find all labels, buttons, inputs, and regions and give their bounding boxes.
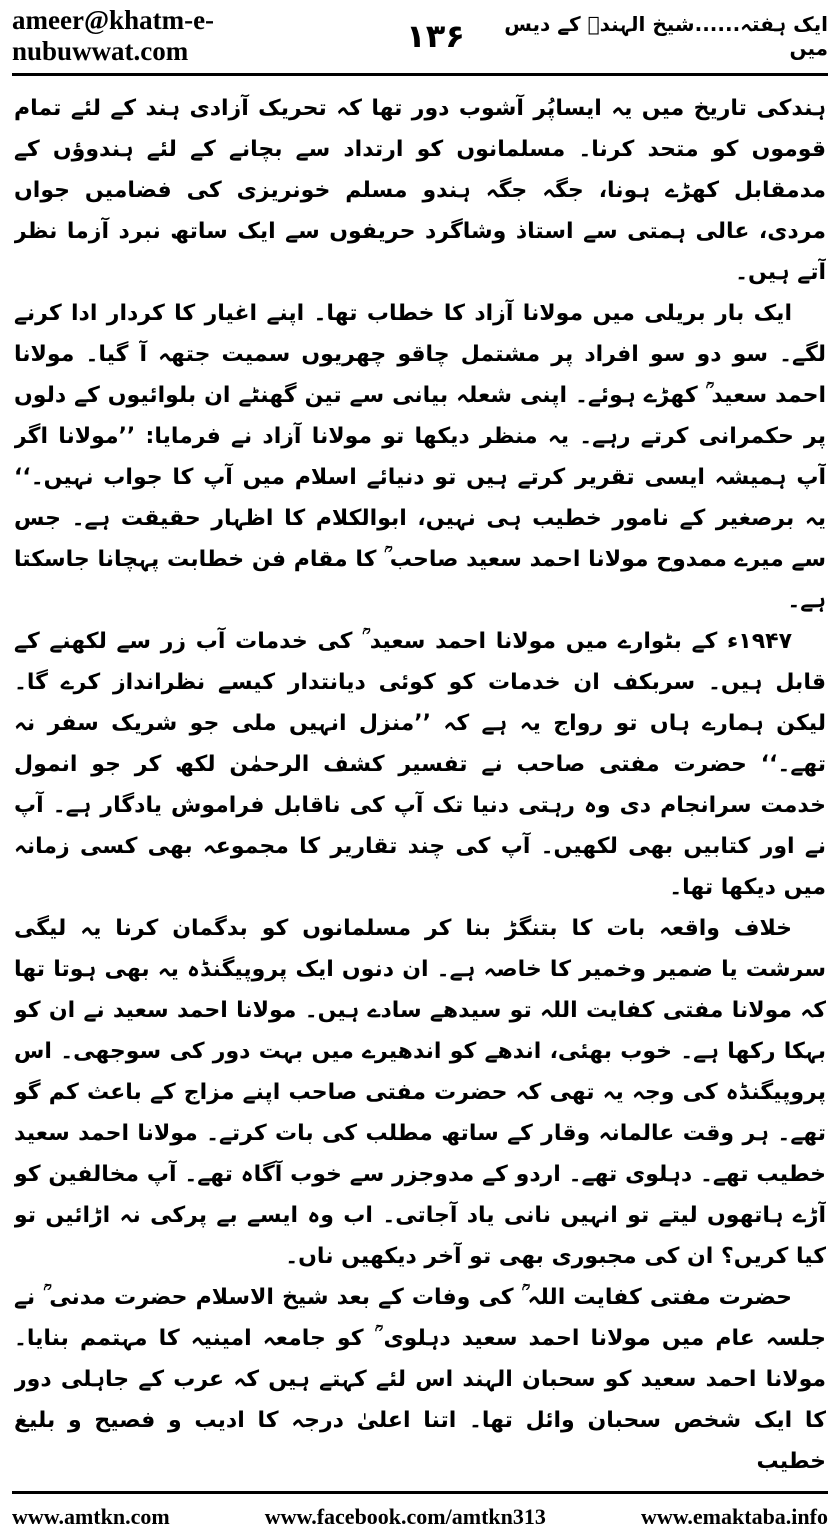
header-email[interactable]: ameer@khatm-e-nubuwwat.com [12,5,215,66]
footer-link-amtkn[interactable]: www.amtkn.com [12,1504,170,1529]
article-body [14,88,826,1480]
paragraph-2: ایک بار بریلی میں مولانا آزاد کا خطاب تھا۔ اپنے اغیار کا کردار ادا کرنے لگے۔ سو دو سو افراد پر مشتمل چاقو چھریوں سمیت جتھہ آ گیا۔ مولانا احمد سعید ؒ کھڑے ہوئے۔ اپنی شعلہ بیانی سے تین گھنٹے ان بلوائیوں کے دلوں پر حکمرانی کرتے رہے۔ یہ منظر دیکھا تو مولانا آزاد نے فرمایا: ’’مولانا اگر آپ ہمیشہ ایسی تقریر کرتے ہیں تو دنیائے اسلام میں آپ کا جواب نہیں۔‘‘ یہ برصغیر کے نامور خطیب ہی نہیں، ابوالکلام کا اظہار حقیقت ہے۔ جس سے میرے ممدوح مولانا احمد سعید صاحب ؒ کا مقام فن خطابت پہچانا جاسکتا ہے۔ [14,301,826,613]
page-footer [12,1500,828,1534]
footer-link-facebook[interactable]: www.facebook.com/amtkn313 [264,1504,546,1529]
header-divider [12,73,828,76]
footer-link-emaktaba[interactable]: www.emaktaba.info [640,1504,828,1529]
page-header [12,0,828,72]
paragraph-5: حضرت مفتی کفایت اللہ ؒ کی وفات کے بعد شیخ الاسلام حضرت مدنی ؒ نے جلسہ عام میں مولانا احمد سعید دہلوی ؒ کو جامعہ امینیہ کا مہتمم بنایا۔ مولانا احمد سعید کو سحبان الہند اس لئے کہتے ہیں کہ عرب کے جاہلی دور کا ایک شخص سحبان وائل تھا۔ اتنا اعلیٰ درجہ کا ادیب و فصیح و بلیغ خطیب [14,1285,826,1474]
paragraph-4: خلاف واقعہ بات کا بتنگڑ بنا کر مسلمانوں کو بدگمان کرنا یہ لیگی سرشت یا ضمیر وخمیر کا خاصہ ہے۔ ان دنوں ایک پروپیگنڈہ یہ بھی ہوتا تھا کہ مولانا مفتی کفایت اللہ تو سیدھے سادے ہیں۔ مولانا احمد سعید نے ان کو بہکا رکھا ہے۔ خوب بھئی، اندھے کو اندھیرے میں بہت دور کی سوجھی۔ اس پروپیگنڈہ کی وجہ یہ تھی کہ حضرت مفتی صاحب اپنے مزاج کے باعث کم گو تھے۔ ہر وقت عالمانہ وقار کے ساتھ مطلب کی بات کرتے۔ مولانا احمد سعید خطیب تھے۔ دہلوی تھے۔ اردو کے مدوجزر سے خوب آگاہ تھے۔ آپ مخالفین کو آڑے ہاتھوں لیتے تو انہیں نانی یاد آجاتی۔ اب وہ ایسے بے پرکی نہ اڑائیں تو کیا کریں؟ ان کی مجبوری بھی تو آخر دیکھیں ناں۔ [14,916,826,1269]
page-number: ۱۳۶ [406,17,465,55]
footer-divider [12,1491,828,1494]
paragraph-3: ۱۹۴۷ء کے بٹوارے میں مولانا احمد سعید ؒ کی خدمات آب زر سے لکھنے کے قابل ہیں۔ سربکف ان خدمات کو کوئی دیانتدار کیسے نظرانداز کرے گا۔ لیکن ہمارے ہاں تو رواج یہ ہے کہ ’’منزل انہیں ملی جو شریک سفر نہ تھے۔‘‘ حضرت مفتی صاحب نے تفسیر کشف الرحمٰن لکھ کر جو انمول خدمت سرانجام دی وہ رہتی دنیا تک آپ کی ناقابل فراموش یادگار ہے۔ آپ نے اور کتابیں بھی لکھیں۔ آپ کی چند تقاریر کا مجموعہ بھی کسی زمانہ میں دیکھا تھا۔ [14,629,826,900]
running-title: ایک ہفتہ......شیخ الہندؒ کے دیس میں [504,12,828,60]
paragraph-1: ہندکی تاریخ میں یہ ایساپُر آشوب دور تھا کہ تحریک آزادی ہند کے لئے تمام قوموں کو متحد کرنا۔ مسلمانوں کو ارتداد سے بچانے کے لئے ہندوؤں کے مدمقابل کھڑے ہونا، جگہ جگہ ہندو مسلم خونریزی کی فضامیں جواں مردی، عالی ہمتی سے استاذ وشاگرد حریفوں سے ایک ساتھ نبرد آزما نظر آتے ہیں۔ [14,96,826,285]
